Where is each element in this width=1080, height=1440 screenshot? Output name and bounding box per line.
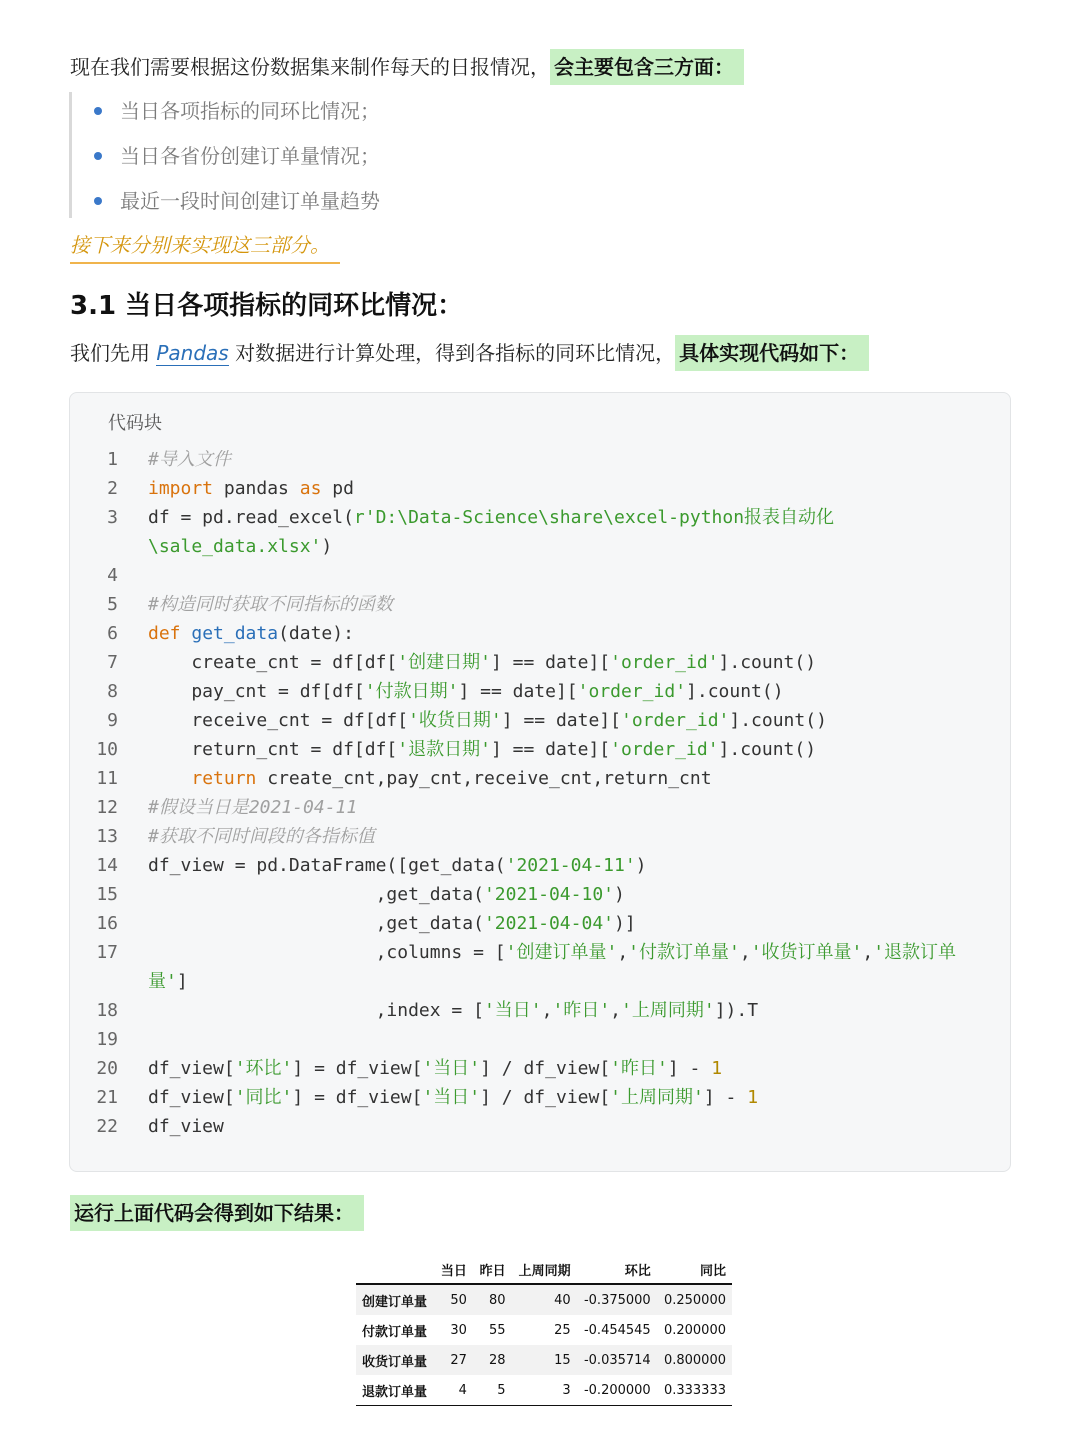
- table-row-header: 退款订单量: [356, 1375, 434, 1406]
- code-token: ): [635, 855, 647, 876]
- code-token: '当日': [483, 1000, 542, 1021]
- code-token: ]).T: [714, 1000, 759, 1021]
- table-cell: 80: [473, 1284, 512, 1315]
- code-line[interactable]: [70, 474, 1010, 503]
- table-row: [356, 1375, 732, 1406]
- description-after: 对数据进行计算处理，得到各指标的同环比情况，: [228, 341, 676, 365]
- code-token: '当日': [422, 1058, 481, 1079]
- code-token: ] == date][: [490, 652, 611, 673]
- code-token: (date):: [278, 623, 354, 644]
- code-token: '上周同期': [610, 1087, 704, 1108]
- code-token: df_view[: [148, 1058, 235, 1079]
- table-cell: 25: [554, 1322, 571, 1338]
- line-number: 10: [96, 739, 118, 760]
- code-text[interactable]: [148, 532, 332, 561]
- code-line[interactable]: [70, 706, 1010, 735]
- description-before: 我们先用: [70, 341, 157, 365]
- table-header-row: [356, 1255, 732, 1284]
- code-line[interactable]: [70, 1083, 1010, 1112]
- code-token: '收货日期': [408, 710, 502, 731]
- line-number: 11: [96, 768, 118, 789]
- table-cell: 15: [512, 1345, 577, 1375]
- code-token: ].count(): [718, 739, 817, 760]
- table-row-header: 创建订单量: [356, 1284, 434, 1315]
- code-line[interactable]: [70, 735, 1010, 764]
- code-token: def: [148, 623, 181, 644]
- table-cell: 50: [434, 1284, 473, 1315]
- code-token: 'order_id': [621, 710, 730, 731]
- code-text[interactable]: [148, 851, 647, 880]
- code-token: '环比': [234, 1058, 293, 1079]
- code-token: ] == date][: [501, 710, 621, 731]
- code-token: ].count(): [686, 681, 784, 702]
- code-token: ] / df_view[: [480, 1058, 611, 1079]
- code-token: [181, 623, 192, 644]
- code-token: ] -: [703, 1087, 748, 1108]
- code-token: create_cnt = df[df[: [148, 652, 398, 673]
- code-token: df_view[: [148, 1087, 235, 1108]
- code-token: return: [191, 768, 257, 789]
- code-token: pd: [321, 478, 354, 499]
- table-cell: 30: [450, 1322, 467, 1338]
- code-token: '收货订单量': [750, 942, 863, 963]
- code-token: '创建订单量': [505, 942, 618, 963]
- code-token: ): [321, 536, 333, 557]
- table-cell: 0.200000: [663, 1322, 726, 1338]
- line-number: 3: [107, 507, 118, 528]
- code-block[interactable]: [69, 392, 1011, 1172]
- code-token: ,: [541, 1000, 553, 1021]
- line-number: 17: [96, 942, 118, 963]
- code-line[interactable]: [70, 561, 1010, 590]
- code-text[interactable]: [148, 445, 231, 474]
- code-line[interactable]: [70, 503, 1010, 532]
- next-step-note: 接下来分别来实现这三部分。: [70, 228, 340, 264]
- code-line[interactable]: [70, 880, 1010, 909]
- code-token: ] = df_view[: [292, 1087, 423, 1108]
- code-token: \sale_data.xlsx': [148, 536, 322, 557]
- code-line[interactable]: [70, 648, 1010, 677]
- code-token: 'order_id': [610, 739, 719, 760]
- code-token: 1: [747, 1087, 759, 1108]
- code-token: pandas: [213, 478, 300, 499]
- code-token: ): [614, 884, 625, 905]
- bullet-text: 当日各项指标的同环比情况；: [120, 99, 380, 123]
- line-number: 2: [107, 478, 118, 499]
- description-paragraph: [70, 334, 869, 372]
- code-token: create_cnt,pay_cnt,receive_cnt,return_cnt: [256, 768, 712, 789]
- result-table: [356, 1255, 732, 1406]
- code-text[interactable]: [148, 1083, 758, 1112]
- code-token: '退款日期': [397, 739, 491, 760]
- bullet-item: [72, 137, 380, 182]
- code-token: )]: [614, 913, 636, 934]
- code-token: return_cnt = df[df[: [148, 739, 398, 760]
- code-token: ] == date][: [490, 739, 611, 760]
- code-text[interactable]: [148, 706, 827, 735]
- line-number: 14: [96, 855, 118, 876]
- table-cell: 4: [434, 1375, 473, 1406]
- line-number: 9: [107, 710, 118, 731]
- code-token: ].count(): [718, 652, 817, 673]
- table-header-cell: 昨日: [473, 1255, 512, 1284]
- bullet-dot-icon: [94, 197, 102, 205]
- code-token: '2021-04-04': [483, 913, 614, 934]
- intro-text: 现在我们需要根据这份数据集来制作每天的日报情况，: [70, 55, 550, 79]
- line-number: 19: [96, 1029, 118, 1050]
- code-token: 量': [148, 971, 177, 992]
- table-header-cell: 当日: [434, 1255, 473, 1284]
- code-token: 'order_id': [577, 681, 687, 702]
- code-line[interactable]: [70, 1054, 1010, 1083]
- code-text[interactable]: [148, 677, 784, 706]
- table-header-cell: 环比: [577, 1255, 657, 1284]
- code-token: '2021-04-11': [505, 855, 636, 876]
- code-token: ] == date][: [458, 681, 578, 702]
- code-text[interactable]: [148, 764, 712, 793]
- code-line[interactable]: [70, 619, 1010, 648]
- code-token: '付款订单量': [628, 942, 740, 963]
- code-token: '2021-04-10': [483, 884, 614, 905]
- code-token: df = pd.read_excel(: [148, 507, 354, 528]
- code-text[interactable]: [148, 967, 188, 996]
- code-token: '付款日期': [364, 681, 459, 702]
- code-token: '创建日期': [397, 652, 491, 673]
- table-row-header: 收货订单量: [356, 1345, 434, 1375]
- result-heading-wrap: [70, 1194, 364, 1232]
- table-cell: 0.250000: [657, 1284, 732, 1315]
- table-cell: 5: [473, 1375, 512, 1406]
- table-cell: 27: [434, 1345, 473, 1375]
- code-token: receive_cnt = df[df[: [148, 710, 409, 731]
- code-line[interactable]: [70, 532, 1010, 561]
- code-token: [148, 768, 191, 789]
- code-token: as: [299, 478, 322, 499]
- table-row: [356, 1345, 732, 1375]
- code-token: #获取不同时间段的各指标值: [148, 826, 375, 847]
- table-cell: 3: [512, 1375, 577, 1406]
- code-token: pay_cnt = df[df[: [148, 681, 365, 702]
- code-line[interactable]: [70, 938, 1010, 967]
- code-token: '当日': [422, 1087, 481, 1108]
- line-number: 21: [96, 1087, 118, 1108]
- line-number: 1: [107, 449, 118, 470]
- code-text[interactable]: [148, 909, 636, 938]
- table-cell: 28: [473, 1345, 512, 1375]
- table-cell: 0.800000: [657, 1345, 732, 1375]
- table-cell: -0.375000: [577, 1284, 657, 1315]
- line-number: 8: [107, 681, 118, 702]
- code-line[interactable]: [70, 909, 1010, 938]
- table-row: [356, 1315, 732, 1345]
- line-number: 5: [107, 594, 118, 615]
- code-token: #导入文件: [148, 449, 231, 470]
- line-number: 18: [96, 1000, 118, 1021]
- code-token: ,get_data(: [148, 913, 484, 934]
- code-token: '同比': [234, 1087, 293, 1108]
- code-text[interactable]: [148, 793, 357, 822]
- code-token: get_data: [191, 623, 279, 644]
- code-token: #构造同时获取不同指标的函数: [148, 594, 393, 615]
- bullet-dot-icon: [94, 152, 102, 160]
- code-text[interactable]: [148, 822, 375, 851]
- code-token: '退款订单: [873, 942, 957, 963]
- bullet-dot-icon: [94, 107, 102, 115]
- code-token: ]: [176, 971, 188, 992]
- line-number: 6: [107, 623, 118, 644]
- line-number: 20: [96, 1058, 118, 1079]
- description-highlight: 具体实现代码如下：: [675, 335, 869, 371]
- table-cell: 40: [512, 1284, 577, 1315]
- code-token: #假设当日是2021-04-11: [148, 797, 358, 818]
- intro-highlight: 会主要包含三方面：: [550, 49, 744, 85]
- table-header-cell: 上周同期: [512, 1255, 577, 1284]
- table-row-header: 付款订单量: [362, 1324, 428, 1340]
- code-text[interactable]: [148, 590, 393, 619]
- code-token: 1: [711, 1058, 723, 1079]
- pandas-link[interactable]: Pandas: [156, 341, 229, 365]
- code-token: ,: [739, 942, 751, 963]
- code-line[interactable]: [70, 967, 1010, 996]
- code-line[interactable]: [70, 793, 1010, 822]
- code-token: ,index = [: [148, 1000, 484, 1021]
- code-token: import: [148, 478, 214, 499]
- table-cell: -0.200000: [577, 1375, 657, 1406]
- table-cell: -0.035714: [577, 1345, 657, 1375]
- code-text[interactable]: [148, 1054, 722, 1083]
- code-text[interactable]: [148, 474, 354, 503]
- code-token: '昨日': [552, 1000, 611, 1021]
- code-line[interactable]: [70, 822, 1010, 851]
- table-cell: 55: [489, 1322, 506, 1338]
- code-token: 'order_id': [610, 652, 719, 673]
- code-token: ].count(): [729, 710, 827, 731]
- table-row: [356, 1284, 732, 1315]
- code-line[interactable]: [70, 445, 1010, 474]
- code-line[interactable]: [70, 1112, 1010, 1141]
- code-token: '上周同期': [621, 1000, 715, 1021]
- code-token: ] / df_view[: [480, 1087, 611, 1108]
- code-token: ] = df_view[: [292, 1058, 423, 1079]
- code-token: df_view = pd.DataFrame([get_data(: [148, 855, 506, 876]
- code-token: ,: [617, 942, 629, 963]
- bullet-text: 最近一段时间创建订单量趋势: [120, 189, 380, 213]
- code-token: '昨日': [610, 1058, 668, 1079]
- code-line[interactable]: [70, 590, 1010, 619]
- bullet-quote-block: [69, 92, 380, 218]
- code-line[interactable]: [70, 764, 1010, 793]
- code-token: df_view: [148, 1116, 224, 1137]
- code-line[interactable]: [70, 996, 1010, 1025]
- code-text[interactable]: [148, 938, 956, 967]
- line-number: 13: [96, 826, 118, 847]
- line-number: 7: [107, 652, 118, 673]
- code-text[interactable]: [148, 1112, 224, 1141]
- code-token: ,columns = [: [148, 942, 506, 963]
- line-number: 22: [96, 1116, 118, 1137]
- bullet-item: [72, 182, 380, 227]
- code-text[interactable]: [148, 880, 625, 909]
- code-token: r'D:\Data-Science\share\excel-python报表自动化: [353, 507, 835, 528]
- table-header-cell: 同比: [657, 1255, 732, 1284]
- table-cell: 0.333333: [657, 1375, 732, 1406]
- code-lines[interactable]: [70, 445, 1010, 1141]
- code-token: ,: [862, 942, 874, 963]
- line-number: 15: [96, 884, 118, 905]
- table-header-cell: [356, 1255, 434, 1284]
- code-token: ,get_data(: [148, 884, 484, 905]
- bullet-item: [72, 92, 380, 137]
- code-line[interactable]: [70, 677, 1010, 706]
- code-text[interactable]: [148, 503, 834, 532]
- bullet-text: 当日各省份创建订单量情况；: [120, 144, 380, 168]
- code-text[interactable]: [148, 735, 816, 764]
- code-token: ] -: [667, 1058, 712, 1079]
- line-number: 16: [96, 913, 118, 934]
- intro-paragraph: [70, 48, 744, 86]
- line-number: 12: [96, 797, 118, 818]
- code-line[interactable]: [70, 851, 1010, 880]
- code-token: ,: [610, 1000, 622, 1021]
- table-cell: -0.454545: [583, 1322, 651, 1338]
- code-text[interactable]: [148, 648, 816, 677]
- result-heading: 运行上面代码会得到如下结果：: [70, 1195, 364, 1231]
- section-title: 3.1 当日各项指标的同环比情况：: [70, 291, 464, 321]
- code-block-header: 代码块: [108, 413, 162, 434]
- code-text[interactable]: [148, 996, 758, 1025]
- code-line[interactable]: [70, 1025, 1010, 1054]
- line-number: 4: [107, 565, 118, 586]
- code-text[interactable]: [148, 619, 354, 648]
